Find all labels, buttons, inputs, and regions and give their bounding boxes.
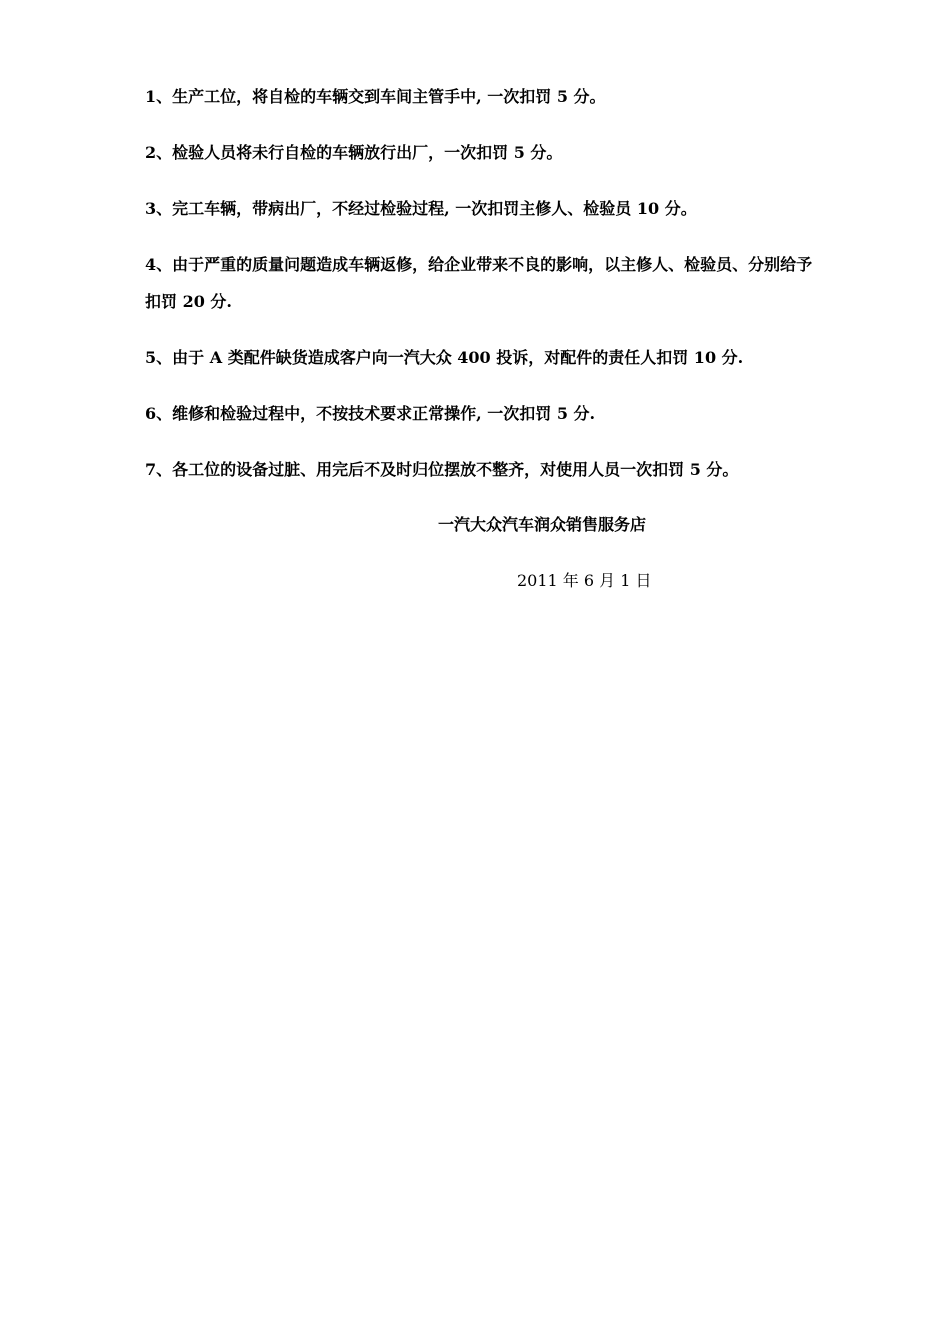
rule-item-1 [145,78,813,115]
rule-number: 5 [145,348,157,367]
rule-item-3 [145,190,813,227]
rule-text: 、检验人员将未行自检的车辆放行出厂，一次扣罚 5 分。 [156,143,563,162]
rule-number: 7 [145,460,157,479]
rule-item-6 [145,395,813,432]
rule-number: 1 [145,87,157,106]
rule-text: 、完工车辆，带病出厂，不经过检验过程, 一次扣罚主修人、检验员 10 分。 [156,199,697,218]
organization-name: 一汽大众汽车润众销售服务店 [438,515,647,534]
rule-text: 、由于 A 类配件缺货造成客户向一汽大众 400 投诉，对配件的责任人扣罚 10 分. [156,348,744,367]
rule-number: 2 [145,143,157,162]
rule-text: 、各工位的设备过脏、用完后不及时归位摆放不整齐，对使用人员一次扣罚 5 分。 [156,460,739,479]
rule-number: 6 [145,404,157,423]
rule-text: 、维修和检验过程中，不按技术要求正常操作, 一次扣罚 5 分. [156,404,596,423]
rule-text: 、由于严重的质量问题造成车辆返修，给企业带来不良的影响，以主修人、检验员、分别给予扣罚 20 分. [145,255,813,311]
rule-item-4 [145,246,813,320]
signature-block [438,510,818,596]
rules-list [145,78,813,507]
rule-item-5 [145,339,813,376]
issue-date: 2011 年 6 月 1 日 [517,571,652,590]
rule-item-7 [145,451,813,488]
rule-number: 3 [145,199,157,218]
rule-number: 4 [145,255,157,274]
rule-text: 、生产工位，将自检的车辆交到车间主管手中, 一次扣罚 5 分。 [156,87,606,106]
rule-item-2 [145,134,813,171]
